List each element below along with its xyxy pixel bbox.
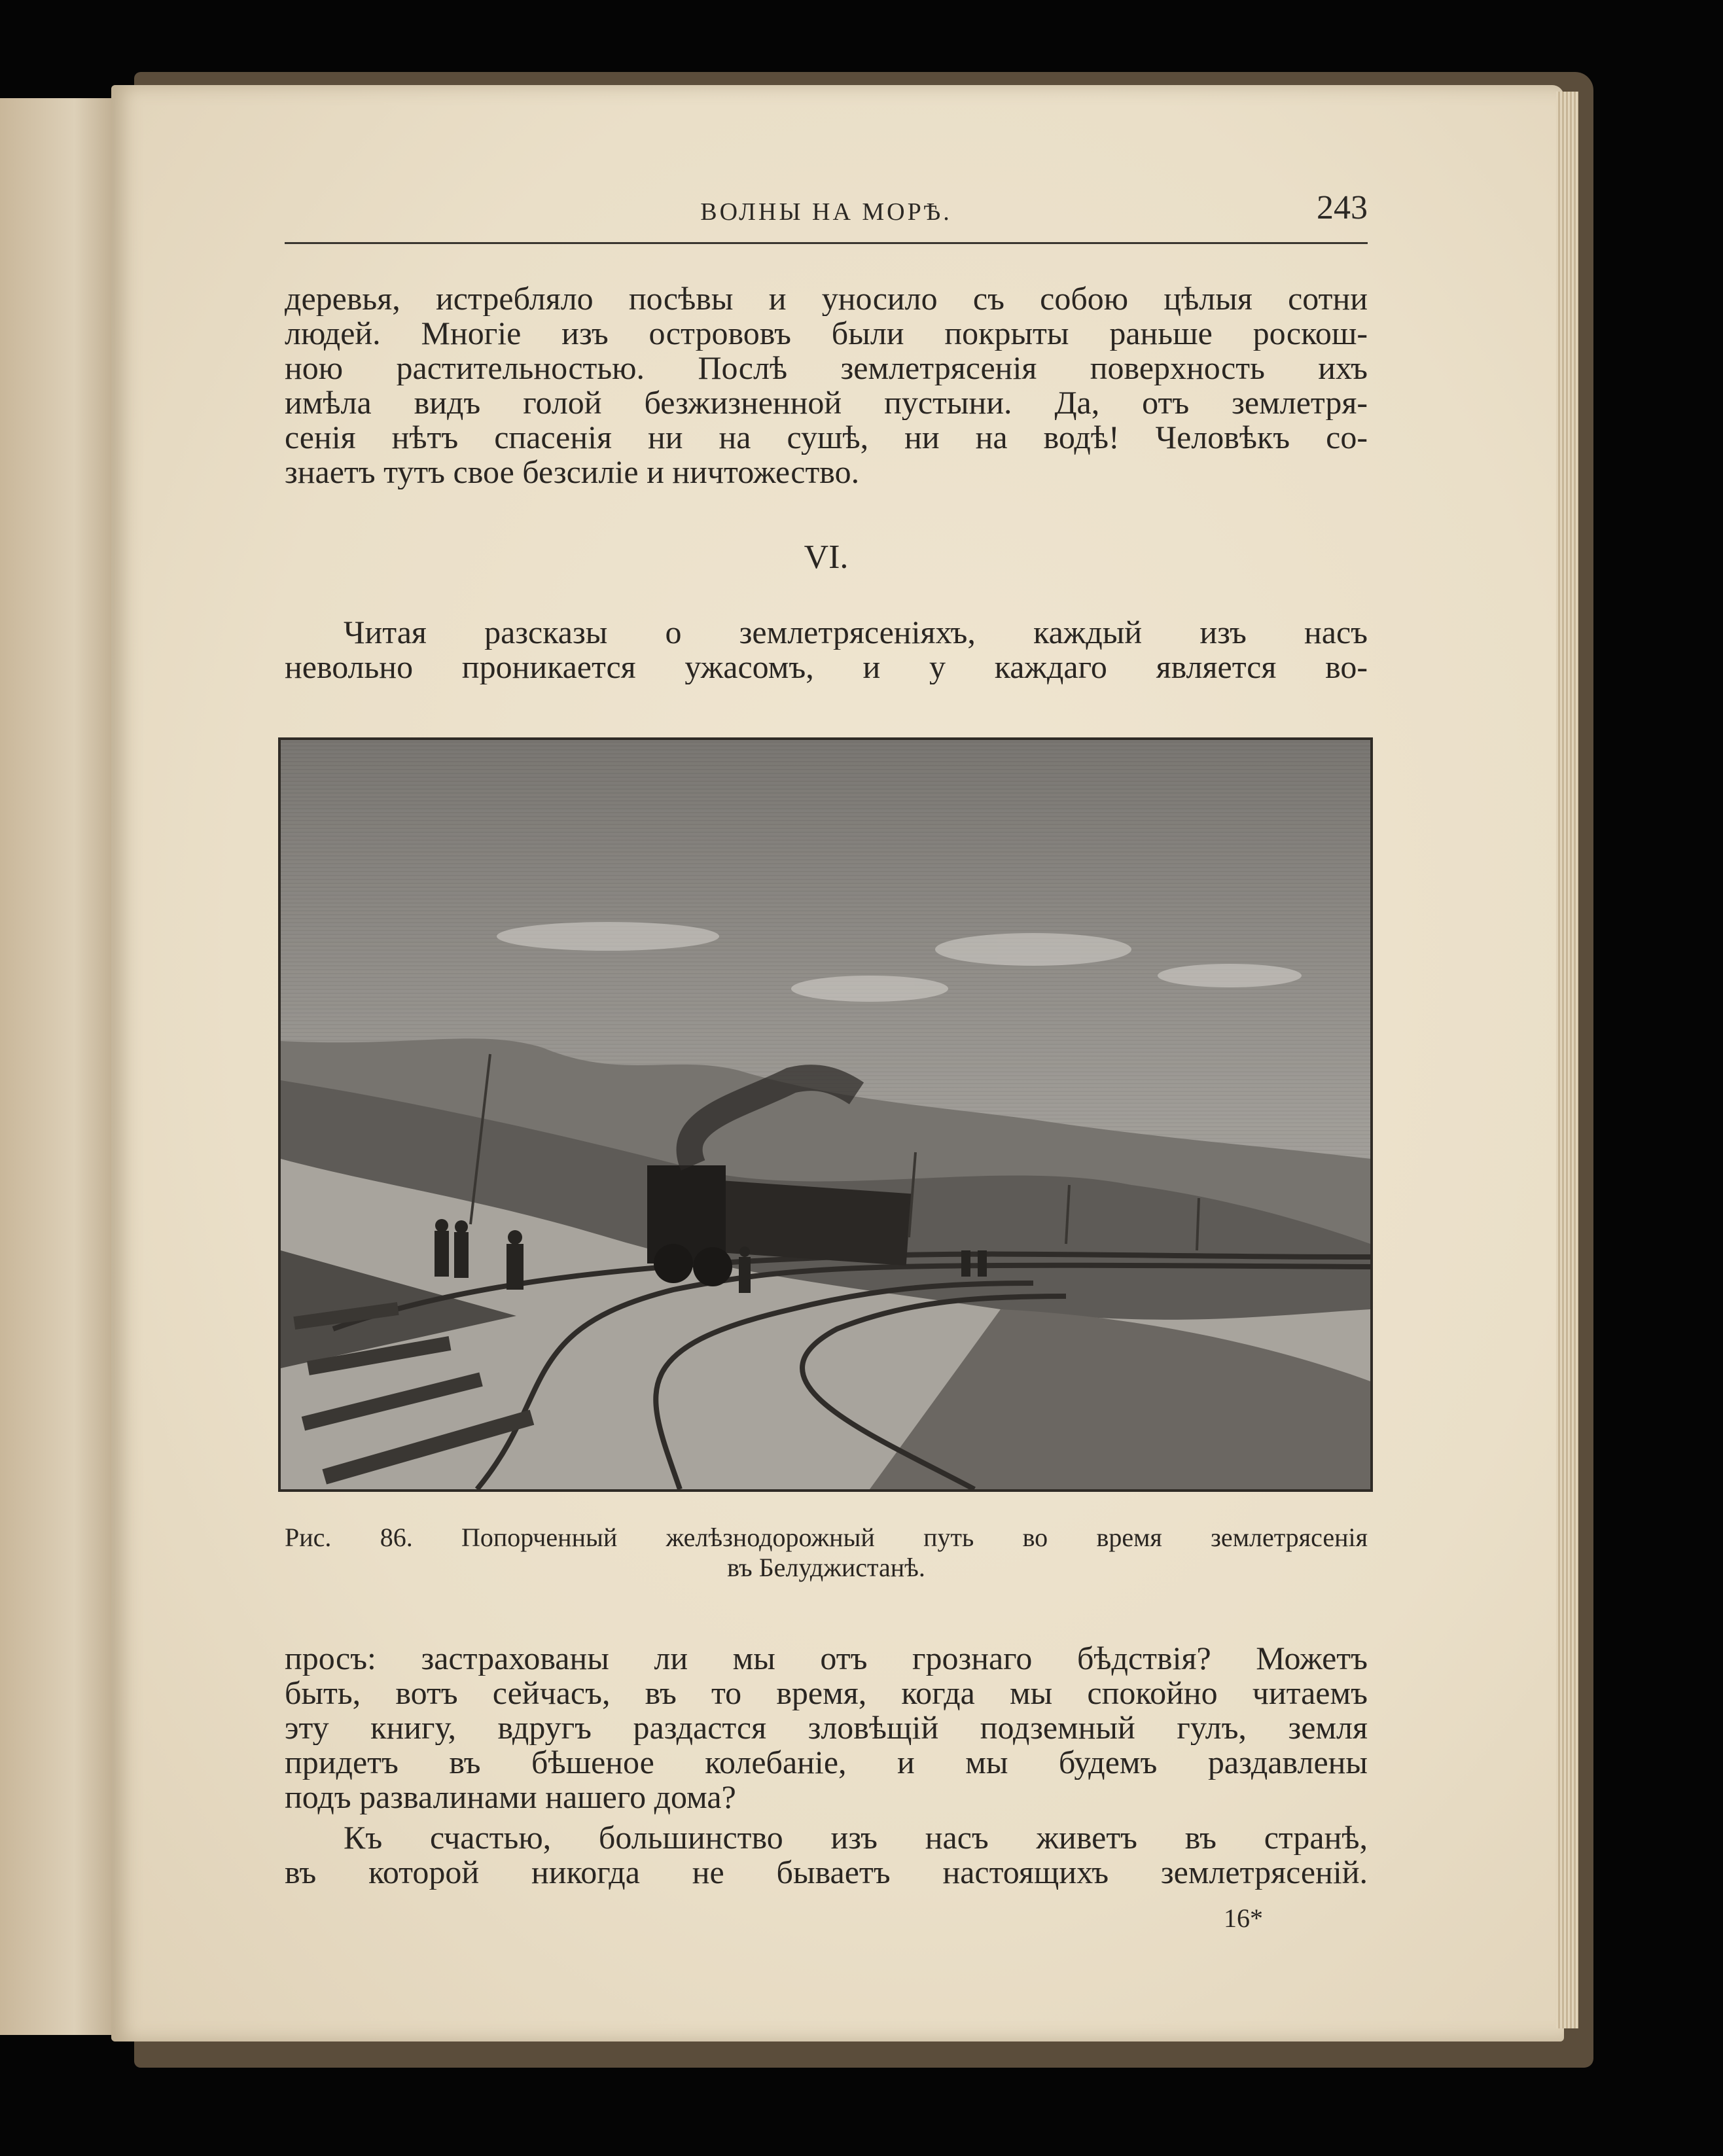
text-line: эту книгу, вдругъ раздастся зловѣщій подземный гулъ, земля xyxy=(285,1710,1368,1745)
paragraph-1 xyxy=(285,281,1368,489)
text-line: людей. Многіе изъ острововъ были покрыты раньше роскош- xyxy=(285,316,1368,351)
text-line: просъ: застрахованы ли мы отъ грознаго бѣдствія? Можетъ xyxy=(285,1641,1368,1676)
running-title: ВОЛНЫ НА МОРѢ. xyxy=(700,198,952,226)
figure-caption xyxy=(285,1523,1368,1583)
figure-illustration xyxy=(278,737,1373,1492)
page-number: 243 xyxy=(1317,189,1368,226)
paragraph-3 xyxy=(285,1641,1368,1814)
text-line: имѣла видъ голой безжизненной пустыни. Да, отъ землетря- xyxy=(285,385,1368,420)
paragraph-2 xyxy=(285,615,1368,684)
text-line: быть, вотъ сейчасъ, въ то время, когда мы спокойно читаемъ xyxy=(285,1676,1368,1710)
caption-line-2: въ Белуджистанѣ. xyxy=(727,1553,925,1582)
text-line: подъ развалинами нашего дома? xyxy=(285,1780,736,1814)
text-line: Къ счастью, большинство изъ насъ живетъ въ странѣ, xyxy=(344,1820,1368,1855)
text-line: знаетъ тутъ свое безсиліе и ничтожество. xyxy=(285,455,860,489)
text-line: придетъ въ бѣшеное колебаніе, и мы будемъ раздавлены xyxy=(285,1745,1368,1780)
paragraph-4 xyxy=(285,1820,1368,1890)
text-line: деревья, истребляло посѣвы и уносило съ собою цѣлыя сотни xyxy=(285,281,1368,316)
railway-engraving xyxy=(281,740,1370,1489)
page-stack-edge xyxy=(1556,92,1578,2028)
left-page-edge xyxy=(0,98,124,2035)
caption-line-1: Рис. 86. Попорченный желѣзнодорожный путь во время землетрясенія xyxy=(285,1523,1368,1552)
page-header xyxy=(285,190,1368,244)
text-line: невольно проникается ужасомъ, и у каждаго является во- xyxy=(285,650,1368,684)
signature-mark: 16* xyxy=(1224,1903,1263,1933)
text-line: ною растительностью. Послѣ землетрясенія поверхность ихъ xyxy=(285,351,1368,385)
text-line: Читая разсказы о землетрясеніяхъ, каждый изъ насъ xyxy=(344,615,1368,650)
text-line: сенія нѣтъ спасенія ни на сушѣ, ни на водѣ! Человѣкъ со- xyxy=(285,420,1368,455)
chapter-heading: VI. xyxy=(804,539,849,576)
text-line: въ которой никогда не бываетъ настоящихъ землетрясеній. xyxy=(285,1855,1368,1890)
